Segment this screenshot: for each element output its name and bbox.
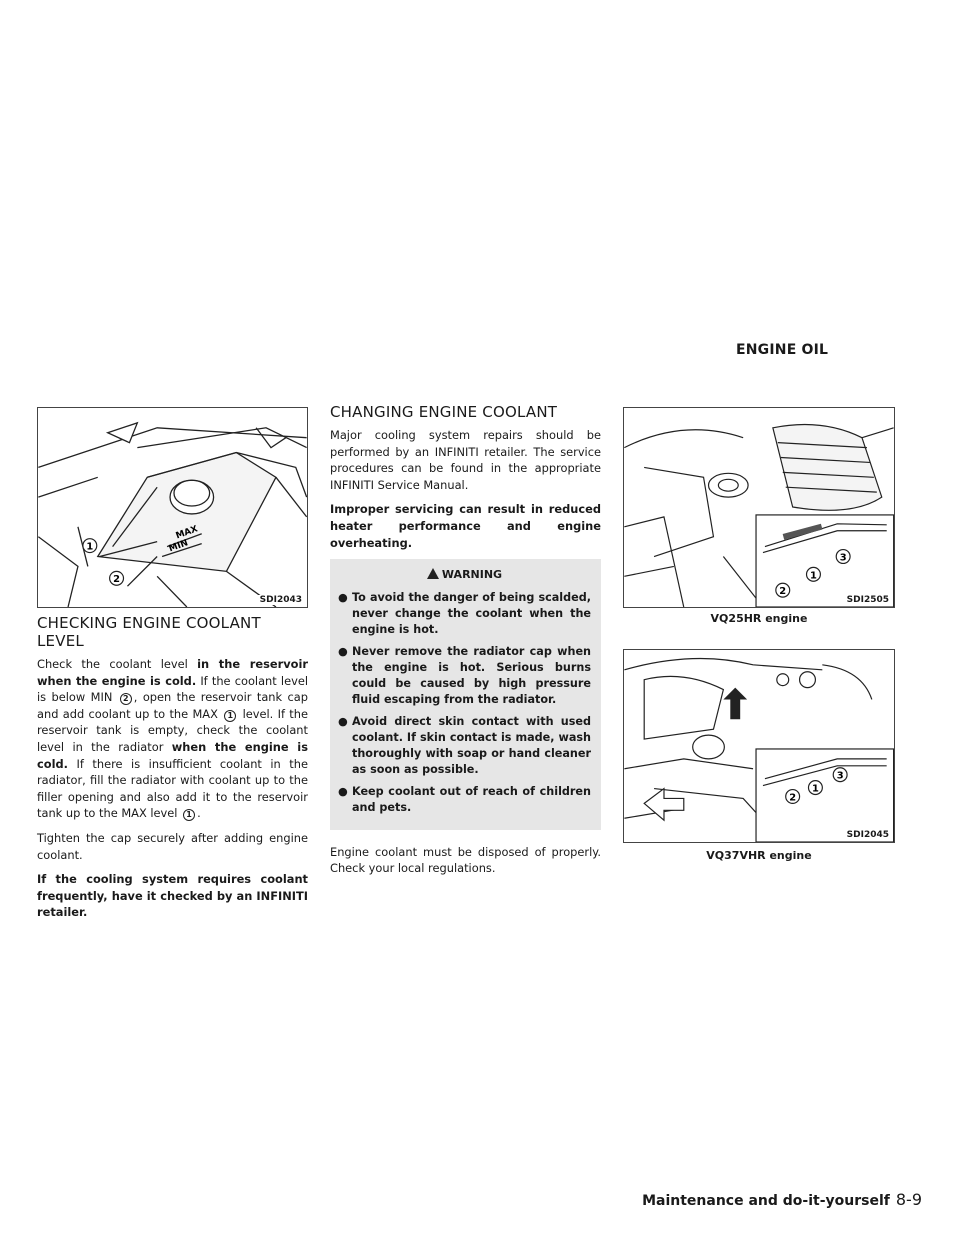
warning-title-text: WARNING <box>441 568 503 582</box>
figure-code: SDI2045 <box>846 830 889 840</box>
text-run: , open the reservoir tank cap and add coolant up to the MAX <box>37 690 309 721</box>
warning-list <box>338 590 591 816</box>
warning-box <box>330 559 601 830</box>
callout-2: 2 <box>789 792 797 804</box>
warning-title <box>338 567 591 584</box>
warning-icon <box>427 568 439 579</box>
chapter-title: Maintenance and do-it-yourself <box>642 1193 890 1209</box>
improper-servicing-paragraph: Improper servicing can result in reduced heater performance and engine overheating. <box>330 502 601 550</box>
tighten-cap-paragraph: Tighten the cap securely after adding engine coolant. <box>37 830 308 862</box>
vq37vhr-illustration <box>624 650 894 842</box>
max-mark-label: MAX <box>174 524 200 542</box>
text-run-bold: when the engine is cold. <box>37 739 308 771</box>
callout-1: 1 <box>224 710 236 722</box>
checking-coolant-section <box>37 614 308 929</box>
bullet-icon: ● <box>338 590 348 604</box>
warning-item-text: To avoid the danger of being scalded, never change the coolant when the engine is hot. <box>352 590 591 636</box>
callout-1: 1 <box>86 541 94 553</box>
callout-1: 1 <box>811 783 819 795</box>
vq37vhr-figure <box>623 649 895 843</box>
text-run: If the coolant level is below MIN <box>37 673 308 705</box>
coolant-reservoir-figure <box>37 407 308 608</box>
warning-item-text: Keep coolant out of reach of children and pets. <box>352 784 591 814</box>
warning-item <box>338 784 591 816</box>
vq25hr-illustration <box>624 408 894 607</box>
vq25hr-caption: VQ25HR engine <box>710 612 808 625</box>
text-run: If there is insufficient coolant in the radiator, fill the radiator with coolant up to the filler opening and also add it to the reservoir tank up to the MAX level <box>37 756 308 821</box>
warning-item-text: Never remove the radiator cap when the engine is hot. Serious burns could be caused by high pressure fluid escaping from the radiator. <box>352 644 591 706</box>
bullet-icon: ● <box>338 644 348 658</box>
warning-item <box>338 714 591 778</box>
callout-1: 1 <box>183 809 195 821</box>
section-header: ENGINE OIL <box>736 342 829 358</box>
warning-item <box>338 590 591 638</box>
callout-1: 1 <box>810 570 817 582</box>
page-footer <box>642 1190 922 1209</box>
callout-2: 2 <box>113 574 121 586</box>
changing-coolant-section <box>330 403 601 885</box>
vq25hr-figure <box>623 407 895 608</box>
callout-2: 2 <box>779 586 787 598</box>
page-number: 8-9 <box>895 1190 922 1209</box>
text-run-bold: in the reservoir when the engine is cold. <box>37 657 308 688</box>
warning-item-text: Avoid direct skin contact with used coolant. If skin contact is made, wash thoroughly with soap or hand cleaner as soon as possible. <box>352 714 591 776</box>
min-mark-label: MIN <box>167 538 190 555</box>
callout-3: 3 <box>836 770 844 782</box>
bullet-icon: ● <box>338 784 348 798</box>
disposal-paragraph: Engine coolant must be disposed of properly. Check your local regulations. <box>330 844 601 876</box>
callout-3: 3 <box>839 552 847 564</box>
coolant-reservoir-illustration <box>38 408 307 607</box>
figure-code: SDI2505 <box>846 595 889 605</box>
warning-item <box>338 644 591 708</box>
text-run: Check the coolant level <box>37 657 198 671</box>
changing-coolant-title: CHANGING ENGINE COOLANT <box>330 403 558 421</box>
retailer-check-paragraph: If the cooling system requires coolant frequently, have it checked by an INFINITI retailer. <box>37 872 308 920</box>
text-run: . <box>197 806 201 821</box>
callout-2: 2 <box>120 693 132 705</box>
repairs-paragraph: Major cooling system repairs should be performed by an INFINITI retailer. The service procedures can be found in the appropriate INFINITI Service Manual. <box>330 428 601 492</box>
vq37vhr-caption: VQ37VHR engine <box>706 849 812 862</box>
text-run: level. If the reservoir tank is empty, check the coolant level in the radiator <box>37 706 308 754</box>
figure-code: SDI2043 <box>259 595 302 605</box>
checking-coolant-paragraph <box>37 656 308 822</box>
checking-coolant-title: CHECKING ENGINE COOLANT LEVEL <box>37 614 261 650</box>
bullet-icon: ● <box>338 714 348 728</box>
